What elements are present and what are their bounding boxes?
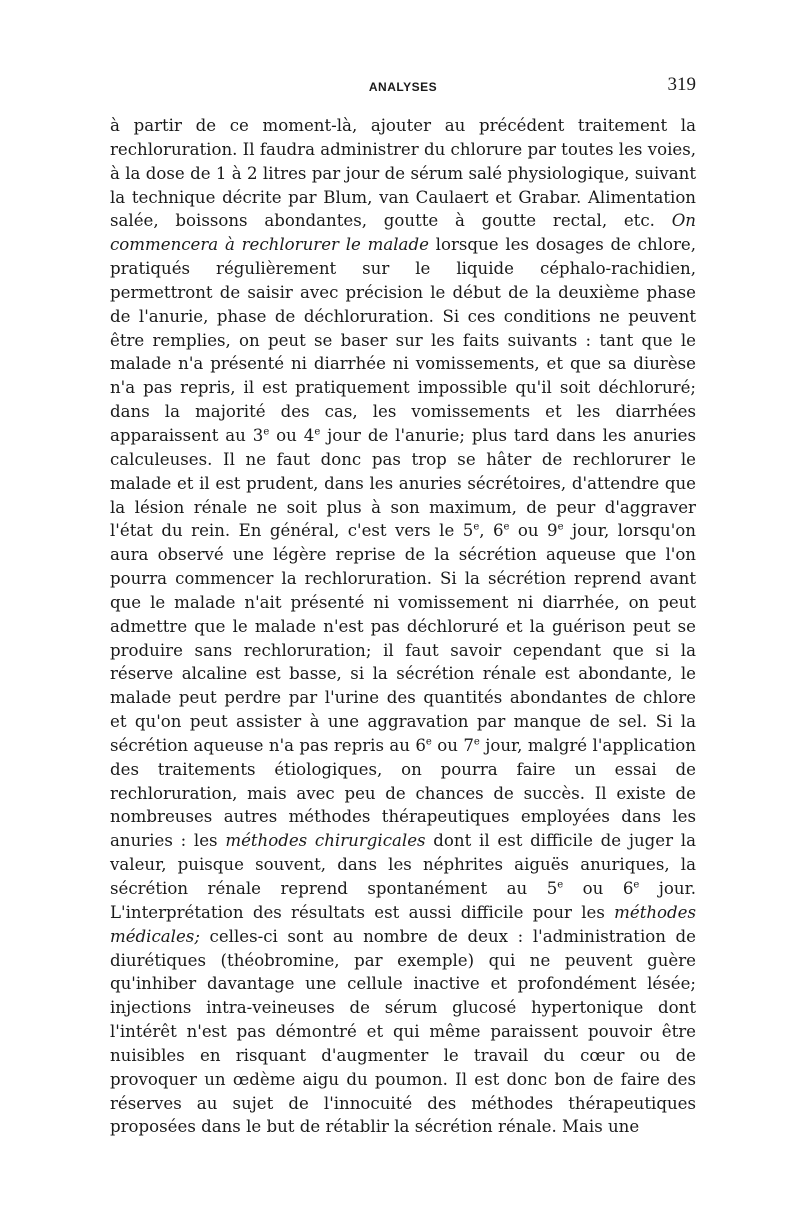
paragraph [110, 114, 696, 1139]
text-run: , 6 [479, 521, 504, 541]
text-run: celles-ci sont au nombre de deux : l'administration de diurétiques (théobromine, par exemple) qui ne peuvent guère qu'inhiber davantage une cellule inactive et profondément lésée; injections intra-veineuses de sérum glucosé hypertonique dont l'intérêt n'est pas démontré et qui même paraissent pouvoir être nuisibles en risquant d'augmenter le travail du cœur ou de provoquer un œdème aigu du poumon. Il est donc bon de faire des réserves au sujet de l'innocuité des méthodes thérapeutiques proposées dans le but de rétablir la sécrétion rénale. Mais une [110, 926, 696, 1137]
text-run: à partir de ce moment-là, ajouter au précédent traitement la rechloruration. Il faudra administrer du chlorure par toutes les voies, à la dose de 1 à 2 litres par jour de sérum salé physiologique, suivant la technique décrite par Blum, van Caulaert et Grabar. Alimentation salée, boissons abondantes, goutte à goutte rectal, etc. [110, 116, 697, 231]
document-page [110, 74, 696, 1139]
text-run: lorsque les dosages de chlore, pratiqués régulièrement sur le liquide céphalo-rachidien, permettront de saisir avec précision le début de la deuxième phase de l'anurie, phase de déchloruration. Si ces conditions ne peuvent être remplies, on peut se baser sur les faits suivants : tant que le malade n'a présenté ni diarrhée ni vomissements, et que sa diurèse n'a pas repris, il est pratiquement impossible qu'il soit déchloruré; dans la majorité des cas, les vomissements et les diarrhées apparaissent au 3 [110, 235, 696, 445]
text-run: ou 7 [431, 735, 474, 755]
running-header [110, 74, 696, 104]
text-run: ou 9 [509, 521, 558, 541]
text-run: dont il est difficile de juger la valeur, puisque souvent, dans les néphrites aiguës anuriques, la sécrétion rénale reprend spontanément au 5 [110, 831, 696, 898]
text-run: ou 6 [563, 879, 634, 898]
superscript: e [557, 521, 564, 533]
superscript: e [314, 426, 321, 438]
superscript: e [425, 736, 432, 748]
superscript: e [503, 521, 510, 533]
superscript: e [263, 426, 270, 438]
text-run: jour. L'interprétation des résultats est aussi difficile pour les [110, 879, 696, 922]
section-title: ANALYSES [368, 80, 438, 94]
italic-run: méthodes chirurgicales [225, 831, 426, 851]
superscript: e [633, 879, 640, 891]
text-run: jour, malgré l'application des traitements étiologiques, on pourra faire un essai de rechloruration, mais avec peu de chances de succès. Il existe de nombreuses autres méthodes thérapeutiques employées dans les anuries : les [110, 735, 696, 851]
italic-run: méthodes médicales; [110, 902, 696, 946]
superscript: e [473, 736, 480, 748]
body-text [110, 114, 696, 1139]
superscript: e [473, 521, 480, 533]
text-run: jour, lorsqu'on aura observé une légère reprise de la sécrétion aqueuse que l'on pourra commencer la rechloruration. Si la sécrétion reprend avant que le malade n'ait présenté ni vomissement ni diarrhée, on peut admettre que le malade n'est pas déchloruré et la guérison peut se produire sans rechloruration; il faut savoir cependant que si la réserve alcaline est basse, si la sécrétion rénale est abondante, le malade peut perdre par l'urine des quantités abondantes de chlore et qu'on peut assister à une aggravation par manque de sel. Si la sécrétion aqueuse n'a pas repris au 6 [110, 521, 696, 755]
text-run: ou 4 [269, 425, 315, 445]
text-run: jour de l'anurie; plus tard dans les anuries calculeuses. Il ne faut donc pas trop se hâter de rechlorurer le malade et il est prudent, dans les anuries sécrétoires, d'attendre que la lésion rénale ne soit plus à son maximum, de peur d'aggraver l'état du rein. En général, c'est vers le 5 [110, 425, 696, 541]
superscript: e [557, 879, 564, 891]
page-number: 319 [667, 74, 696, 95]
italic-run: On commencera à rechlorurer le malade [110, 211, 696, 255]
